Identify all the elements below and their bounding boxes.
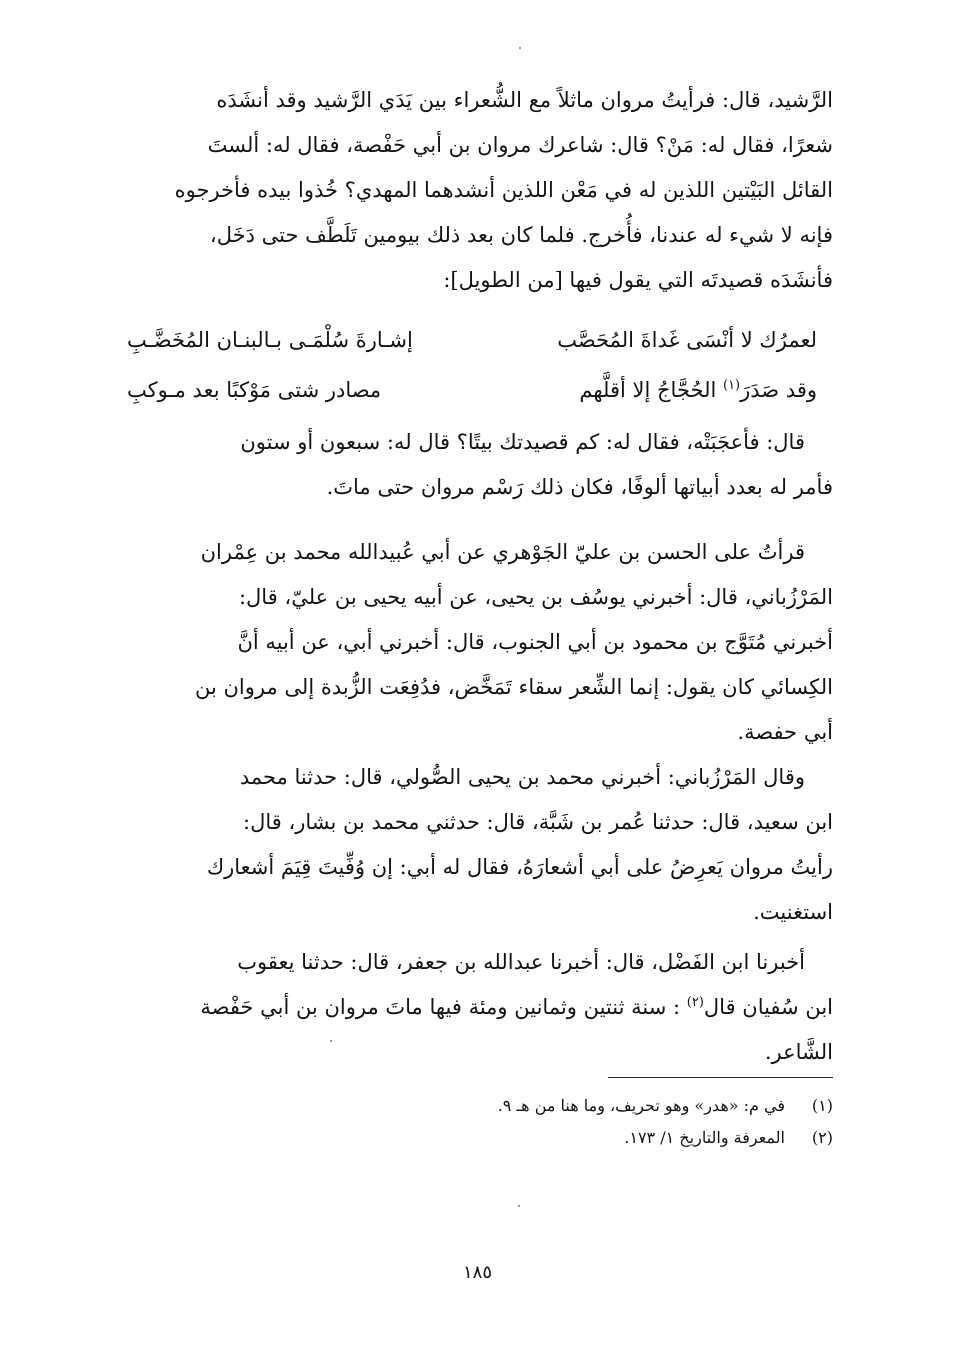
page-number: ١٨٥ [462, 1262, 492, 1283]
text-line: أخبرنا ابن الفَضْل، قال: أخبرنا عبدالله بن جعفر، قال: حدثنا يعقوب [237, 950, 805, 974]
paragraph-5 [118, 940, 833, 1075]
verse-1-second-hemistich: إشـارةَ سُلْمَـى بـالبنـان المُخَضَّـبِ [127, 328, 413, 352]
verse-1-first-hemistich: لعمرُك لا أنْسَى غَداةَ المُحَصَّب [557, 328, 817, 352]
text-line: فأمر له بعدد أبياتها ألوفًا، فكان ذلك رَسْم مروان حتى ماتَ. [326, 475, 833, 499]
scan-speck [519, 47, 521, 49]
text-line: رأيتُ مروان يَعرِضُ على أبي أشعارَهُ، فقال له أبي: إن وُفِّيتَ قِيَمَ أشعارك [206, 855, 833, 879]
verse-2-first-hemistich [579, 365, 817, 415]
text-line: أبي حفصة. [737, 720, 833, 744]
text-line: الكِسائي كان يقول: إنما الشِّعر سقاء تَمَخَّض، فدُفِعَت الزُّبدة إلى مروان بن [195, 675, 833, 699]
footnote-2 [333, 1122, 833, 1154]
paragraph-2 [118, 420, 833, 510]
text-line: الشَّاعر. [764, 1040, 833, 1064]
text-line: شعرًا، فقال له: مَنْ؟ قال: شاعرك مروان بن أبي حَفْصة، فقال له: ألستَ [207, 133, 833, 157]
text-line: ابن سعيد، قال: حدثنا عُمر بن شَبَّة، قال: حدثني محمد بن بشار، قال: [243, 810, 833, 834]
footnote-1 [333, 1090, 833, 1122]
footnotes [333, 1090, 833, 1154]
verse-1 [127, 315, 817, 365]
text-line: قرأتُ على الحسن بن عليّ الجَوْهري عن أبي عُبيدالله محمد بن عِمْران [200, 540, 805, 564]
verse-2 [127, 365, 817, 415]
footnote-2-text: المعرفة والتاريخ ١/ ١٧٣. [624, 1128, 785, 1147]
text-line [118, 985, 833, 1030]
text-line: القائل البَيْتين اللذين له في مَعْن اللذين أنشدهما المهدي؟ خُذوا بيده فأخرجوه [174, 178, 833, 202]
text-line: المَرْزُباني، قال: أخبرني يوسُف بن يحيى، عن أبيه يحيى بن عليّ، قال: [238, 585, 833, 609]
paragraph-3 [118, 530, 833, 755]
footnote-mark-1: (١) [722, 378, 741, 393]
paragraph-1 [118, 78, 833, 303]
text-line: وقال المَرْزُباني: أخبرني محمد بن يحيى الصُّولي، قال: حدثنا محمد [239, 765, 805, 789]
text-line-part: : سنة ثنتين وثمانين ومئة فيها ماتَ مروان بن أبي حَفْصة [200, 995, 681, 1019]
scan-speck [330, 1040, 332, 1042]
verse-2-first-part-b: الحُجَّاجُ إلا أقلَّهم [579, 378, 723, 402]
verse-2-first-part-a: وقد صَدَرَ [740, 378, 817, 402]
scan-speck [518, 1205, 520, 1207]
text-line: استغنيت. [753, 900, 833, 924]
text-line-part: ابن سُفيان قال [703, 995, 833, 1019]
footnote-separator [608, 1077, 833, 1078]
footnote-2-number: (٢) [811, 1128, 833, 1147]
text-line: قال: فأعجَبَتْه، فقال له: كم قصيدتك بيتًا؟ قال له: سبعون أو ستون [240, 430, 805, 454]
footnote-1-number: (١) [811, 1096, 833, 1115]
text-line: أخبرني مُتَوَّج بن محمود بن أبي الجنوب، قال: أخبرني أبي، عن أبيه أنَّ [237, 630, 833, 654]
text-line: فإنه لا شيء له عندنا، فأُخرج. فلما كان بعد ذلك بيومين تَلَطَّف حتى دَخَل، [209, 223, 833, 247]
text-line: فأنشَدَه قصيدتَه التي يقول فيها [من الطويل]: [443, 268, 833, 292]
footnote-mark-2: (٢) [686, 995, 704, 1010]
verse-2-second-hemistich: مصادر شتى مَوْكبًا بعد مـوكبِ [127, 378, 382, 402]
poem-verses [127, 315, 817, 415]
footnote-1-text: في م: «هدر» وهو تحريف، وما هنا من هـ ٩. [497, 1096, 785, 1115]
text-line: الرَّشيد، قال: فرأيتُ مروان ماثلاً مع الشُّعراء بين يَدَي الرَّشيد وقد أنشَدَه [216, 88, 833, 112]
paragraph-4 [118, 755, 833, 935]
